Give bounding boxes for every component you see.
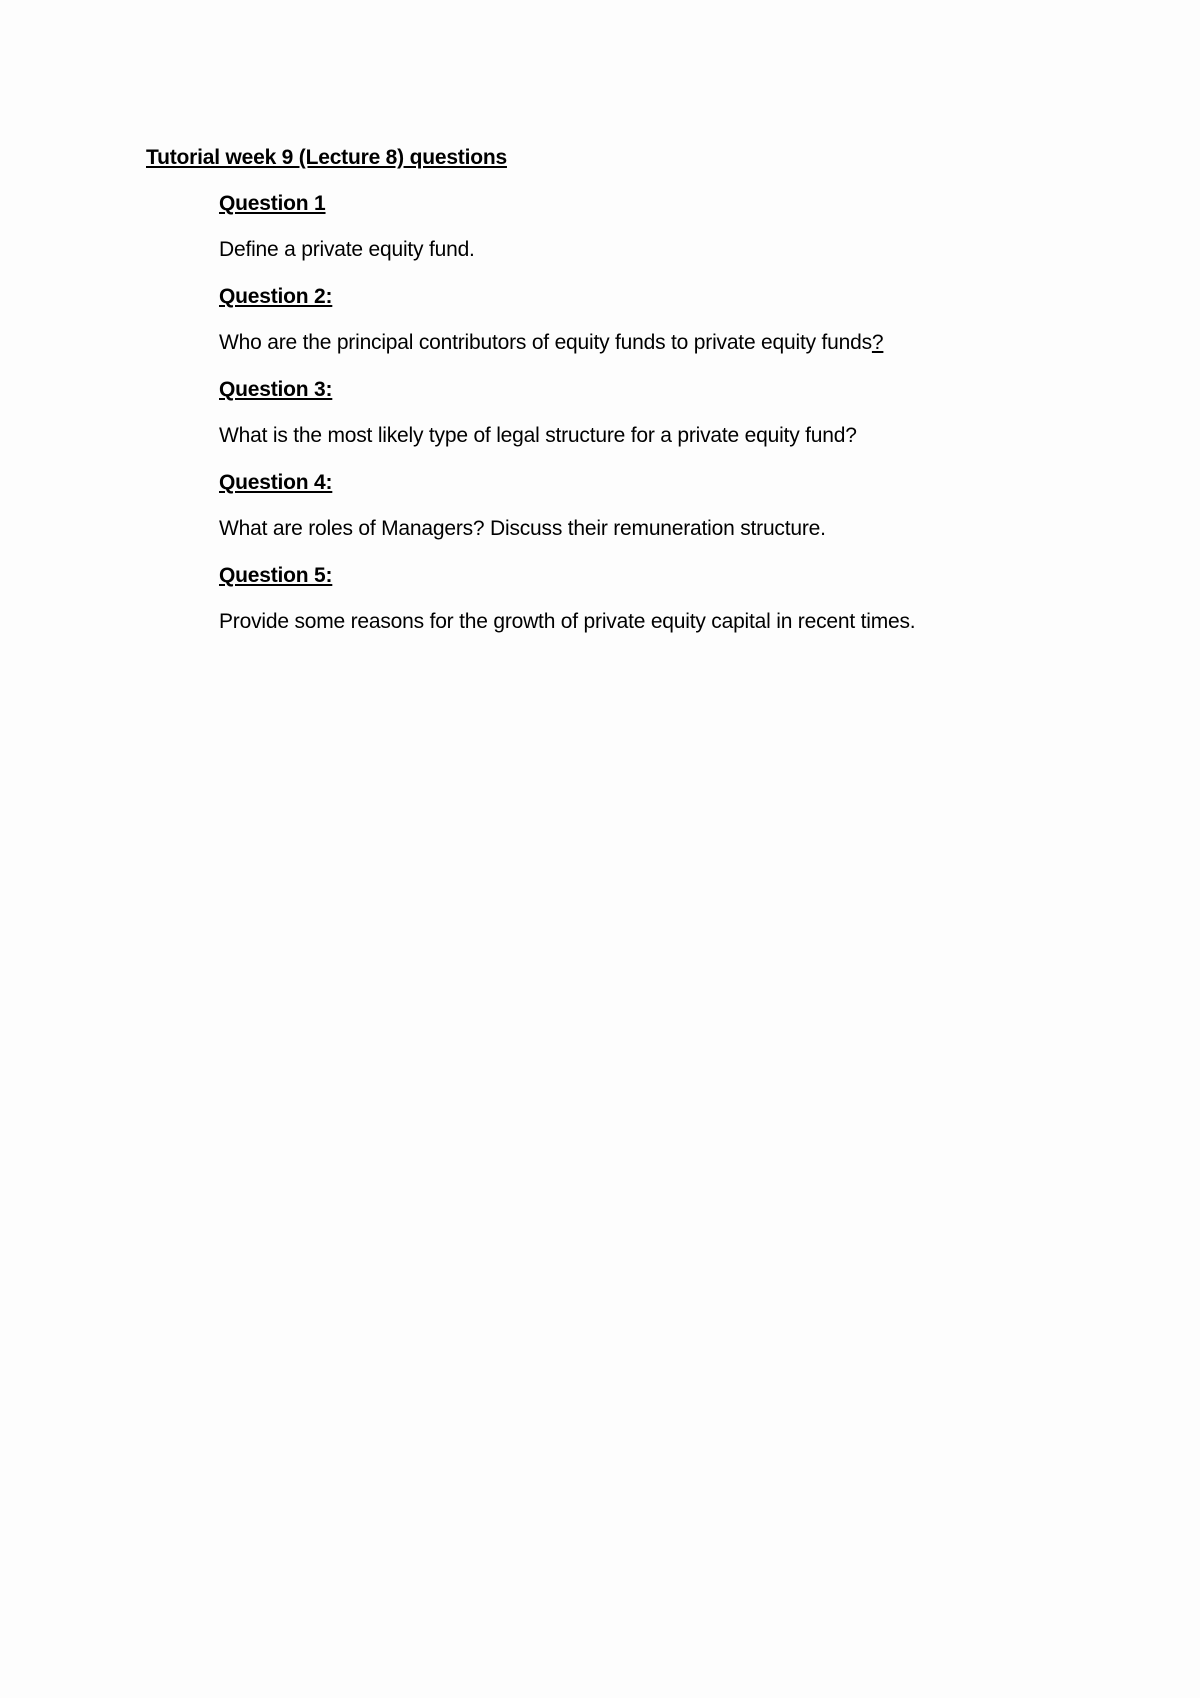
question-text <box>219 424 1119 471</box>
question-item <box>219 378 1119 471</box>
question-text-body: Define a private equity fund. <box>219 238 475 261</box>
question-mark: ? <box>871 331 884 354</box>
question-item <box>219 285 1119 378</box>
question-text <box>219 610 1119 657</box>
question-list <box>219 192 1119 657</box>
question-item <box>219 192 1119 285</box>
question-heading: Question 5: <box>219 564 333 587</box>
question-item <box>219 564 1119 657</box>
question-text <box>219 238 1119 285</box>
question-text-body: Provide some reasons for the growth of private equity capital in recent times. <box>219 610 916 633</box>
question-text <box>219 331 1119 378</box>
question-text-body: What is the most likely type of legal structure for a private equity fund? <box>219 424 857 447</box>
question-heading: Question 3: <box>219 378 333 401</box>
question-heading: Question 2: <box>219 285 333 308</box>
question-text-body: Who are the principal contributors of equity funds to private equity funds <box>219 331 872 354</box>
question-text-body: What are roles of Managers? Discuss their remuneration structure. <box>219 517 826 540</box>
document-title: Tutorial week 9 (Lecture 8) questions <box>146 146 507 169</box>
question-heading: Question 4: <box>219 471 333 494</box>
question-item <box>219 471 1119 564</box>
question-text <box>219 517 1119 564</box>
question-heading: Question 1 <box>219 192 326 215</box>
